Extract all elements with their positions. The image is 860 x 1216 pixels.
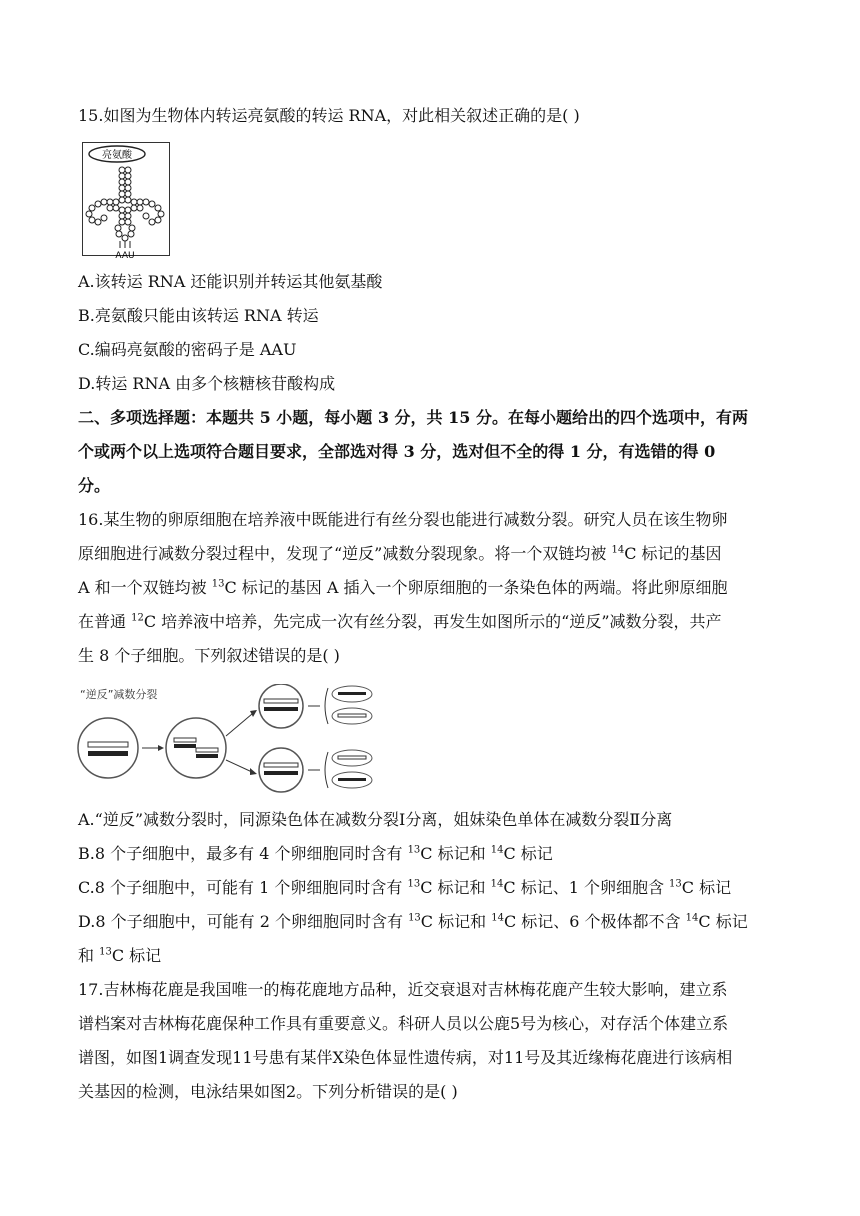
meiosis-figure: [76, 684, 386, 804]
trna-figure: [82, 142, 170, 264]
q16-option-c: C.8 个子细胞中，可能有 1 个卵细胞同时含有 $^{13}$C 标记和 $^{14}$C 标记、1 个卵细胞含 $^{13}$C 标记: [78, 878, 732, 897]
q15-option-c: C.编码亮氨酸的密码子是 AAU: [78, 340, 297, 359]
q16-option-d: D.8 个子细胞中，可能有 2 个卵细胞同时含有 $^{13}$C 标记和 $^{14}$C 标记、6 个极体都不含 $^{14}$C 标记: [78, 912, 748, 931]
trna-anticodon: AAU: [115, 251, 135, 260]
q16-line3: A 和一个双链均被 $^{13}$C 标记的基因 A 插入一个卵原细胞的一条染色体的两端。将此卵原细胞: [78, 578, 728, 597]
q16-line2: 原细胞进行减数分裂过程中，发现了“逆反”减数分裂现象。将一个双链均被 $^{14}$C 标记的基因: [78, 544, 722, 563]
q16-option-b: B.8 个子细胞中，最多有 4 个卵细胞同时含有 $^{13}$C 标记和 $^{14}$C 标记: [78, 844, 553, 863]
trna-top-label: 亮氨酸: [102, 150, 132, 161]
q15-stem: 15.如图为生物体内转运亮氨酸的转运 RNA，对此相关叙述正确的是( ): [78, 106, 580, 125]
q17-line4: 关基因的检测，电泳结果如图2。下列分析错误的是( ): [78, 1082, 458, 1101]
q15-option-d: D.转运 RNA 由多个核糖核苷酸构成: [78, 374, 336, 393]
q16-option-a: A.“逆反”减数分裂时，同源染色体在减数分裂Ⅰ分离，姐妹染色单体在减数分裂Ⅱ分离: [78, 810, 673, 829]
q17-line3: 谱图，如图1调查发现11号患有某伴X染色体显性遗传病，对11号及其近缘梅花鹿进行该病相: [78, 1048, 733, 1067]
q16-line5: 生 8 个子细胞。下列叙述错误的是( ): [78, 646, 340, 665]
q16-line4: 在普通 $^{12}$C 培养液中培养，先完成一次有丝分裂，再发生如图所示的“逆反”减数分裂，共产: [78, 612, 722, 631]
meiosis-label: “逆反”减数分裂: [80, 688, 158, 701]
q15-option-b: B.亮氨酸只能由该转运 RNA 转运: [78, 306, 319, 325]
section2-line1: 二、多项选择题：本题共 5 小题，每小题 3 分，共 15 分。在每小题给出的四个选项中，有两: [78, 408, 748, 427]
q16-option-d-cont: 和 $^{13}$C 标记: [78, 946, 162, 965]
q16-line1: 16.某生物的卵原细胞在培养液中既能进行有丝分裂也能进行减数分裂。研究人员在该生物卵: [78, 510, 728, 529]
q17-line1: 17.吉林梅花鹿是我国唯一的梅花鹿地方品种，近交衰退对吉林梅花鹿产生较大影响，建立系: [78, 980, 728, 999]
q15-option-a: A.该转运 RNA 还能识别并转运其他氨基酸: [78, 272, 383, 291]
section2-line3: 分。: [78, 476, 111, 495]
q17-line2: 谱档案对吉林梅花鹿保种工作具有重要意义。科研人员以公鹿5号为核心，对存活个体建立系: [78, 1014, 729, 1033]
section2-line2: 个或两个以上选项符合题目要求，全部选对得 3 分，选对但不全的得 1 分，有选错的得 0: [78, 442, 716, 461]
